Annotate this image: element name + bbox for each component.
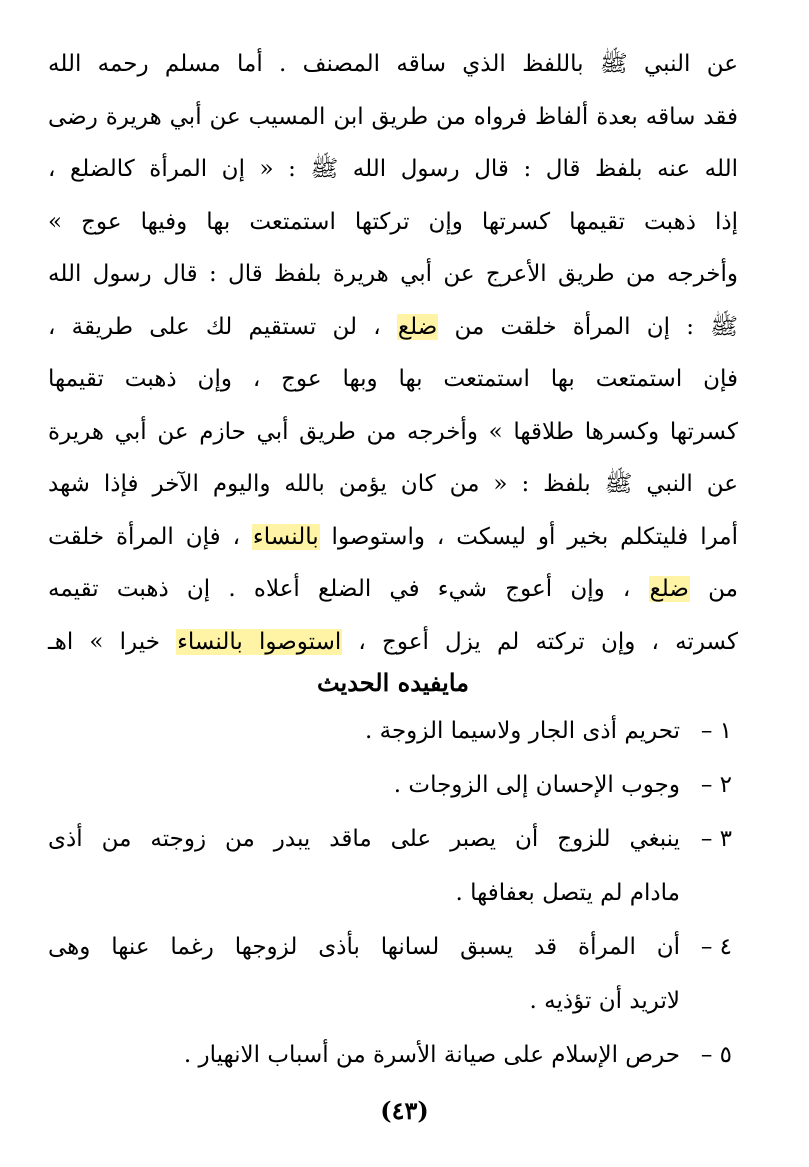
text-segment: عن النبي ﷺ باللفظ الذي ساقه المصنف . أما مسلم رحمه الله [48, 51, 738, 77]
text-segment: ، فإن المرأة خلقت [48, 523, 252, 550]
page-number: (٤٣) [380, 1096, 429, 1125]
paragraph-line [48, 38, 738, 91]
list-item-text [48, 920, 680, 1028]
list-item-number: ٥ – [700, 1042, 732, 1068]
list-item-text [48, 704, 680, 758]
paragraph-line [48, 406, 738, 459]
text-segment: كسرتها وكسرها طلاقها » وأخرجه من طريق أبي حازم عن أبي هريرة [48, 418, 738, 445]
list-item-text [48, 1028, 680, 1082]
list-item [48, 704, 738, 758]
paragraph-line [48, 458, 738, 511]
list-item-line: أن المرأة قد يسبق لسانها بأذى لزوجها رغما عنها وهى [48, 934, 680, 960]
paragraph-line [48, 143, 738, 196]
list-item [48, 812, 738, 920]
text-segment: عن النبي ﷺ بلفظ : « من كان يؤمن بالله واليوم الآخر فإذا شهد [48, 471, 738, 497]
paragraph-line [48, 511, 738, 564]
list-item-line: تحريم أذى الجار ولاسيما الزوجة . [365, 718, 680, 744]
highlighted-phrase: استوصوا بالنساء [177, 628, 342, 655]
list-item-line: مادام لم يتصل بعفافها . [455, 880, 680, 906]
list-item-text [48, 812, 680, 920]
list-item [48, 758, 738, 812]
list-item-number: ٤ – [700, 934, 732, 960]
page-content [48, 38, 738, 1082]
list-item-number: ٢ – [700, 772, 732, 798]
section-heading: مايفيده الحديث [316, 668, 470, 697]
paragraph-line [48, 248, 738, 301]
list-item-line: حرص الإسلام على صيانة الأسرة من أسباب الانهيار . [183, 1042, 680, 1068]
text-segment: أمرا فليتكلم بخير أو ليسكت ، واستوصوا [319, 523, 738, 550]
list-item-number: ١ – [700, 718, 732, 744]
text-segment: كسرته ، وإن تركته لم يزل أعوج ، [342, 628, 738, 655]
list-item-text [48, 758, 680, 812]
list-item [48, 920, 738, 1028]
paragraph-line [48, 301, 738, 354]
text-segment: ، لن تستقيم لك على طريقة ، [48, 313, 397, 340]
text-segment: خيرا » اهـ [48, 628, 177, 655]
highlighted-word: بالنساء [252, 523, 319, 550]
paragraph-line [48, 563, 738, 616]
text-segment: الله عنه بلفظ قال : قال رسول الله ﷺ : « إن المرأة كالضلع ، [48, 156, 738, 182]
list-item-line: ينبغي للزوج أن يصبر على ماقد يبدر من زوجته من أذى [48, 826, 680, 852]
text-segment: وأخرجه من طريق الأعرج عن أبي هريرة بلفظ قال : قال رسول الله [48, 261, 738, 287]
paragraph-line [48, 91, 738, 144]
list-item-number: ٣ – [700, 826, 732, 852]
text-segment: ، وإن أعوج شيء في الضلع أعلاه . إن ذهبت تقيمه [48, 576, 649, 602]
text-segment: من [689, 576, 738, 602]
text-segment: إذا ذهبت تقيمها كسرتها وإن تركتها استمتعت بها وفيها عوج » [48, 208, 738, 235]
list-item-line: وجوب الإحسان إلى الزوجات . [393, 772, 680, 798]
text-segment: فإن استمتعت بها استمتعت بها وبها عوج ، وإن ذهبت تقيمها [48, 366, 738, 392]
list-item-line: لاتريد أن تؤذيه . [529, 988, 680, 1014]
paragraph-line [48, 353, 738, 406]
list-item [48, 1028, 738, 1082]
paragraph-line [48, 196, 738, 249]
paragraph-line [48, 616, 738, 669]
highlighted-word: ضلع [649, 576, 689, 602]
hadith-paragraph [48, 38, 738, 668]
text-segment: فقد ساقه بعدة ألفاظ فرواه من طريق ابن المسيب عن أبي هريرة رضى [48, 103, 738, 130]
text-segment: ﷺ : إن المرأة خلقت من [438, 313, 739, 340]
highlighted-word: ضلع [397, 313, 438, 340]
benefits-list [48, 704, 738, 1082]
